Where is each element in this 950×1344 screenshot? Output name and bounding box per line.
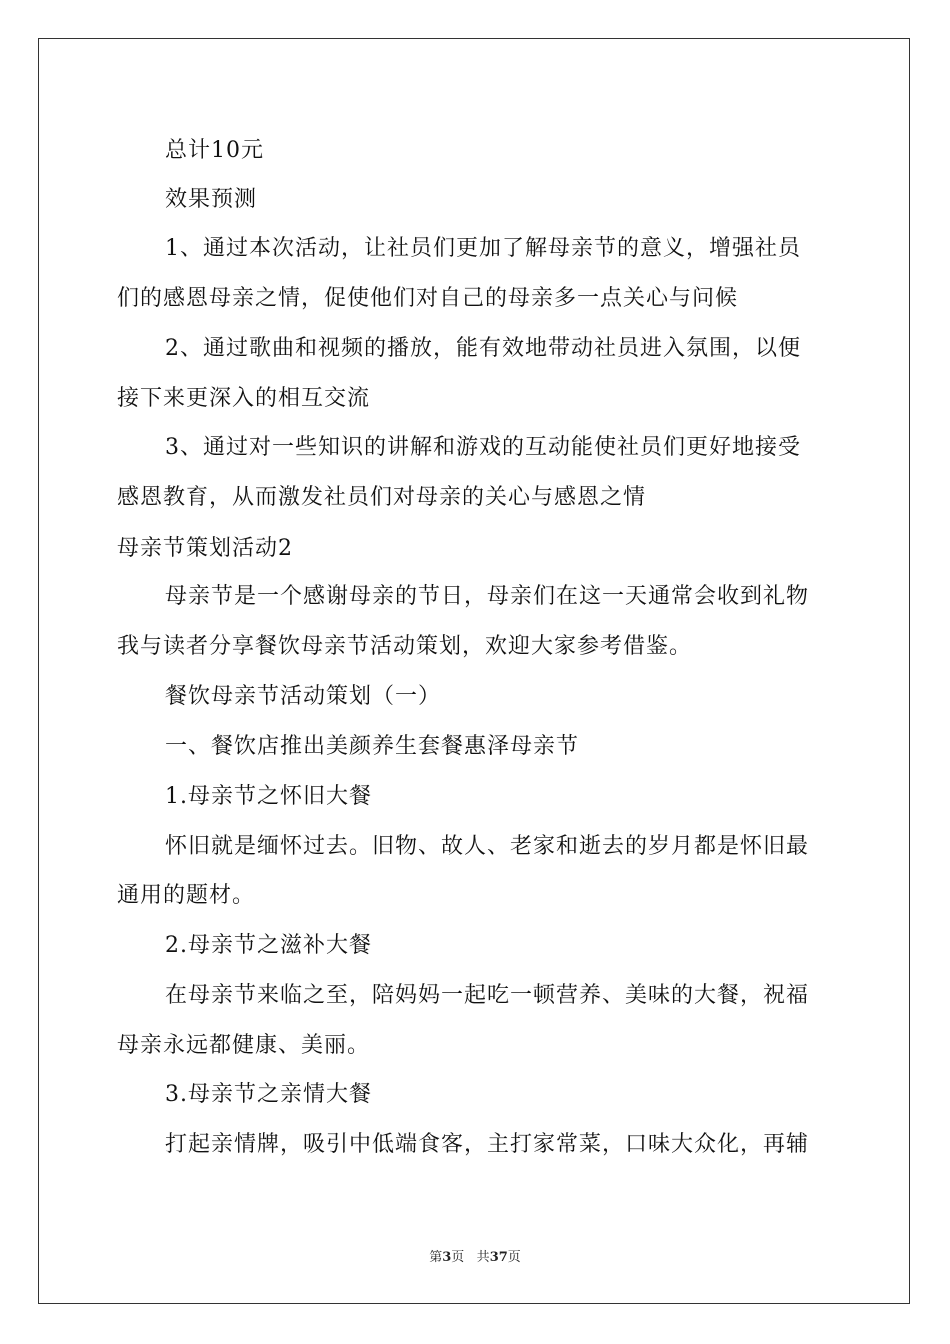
footer-total-suffix: 页: [507, 1250, 521, 1265]
paragraph-line: 2、通过歌曲和视频的播放，能有效地带动社员进入氛围，以便: [165, 336, 801, 361]
paragraph-line: 母亲永远都健康、美丽。: [117, 1033, 371, 1058]
section-heading: 效果预测: [165, 187, 258, 212]
footer-page-suffix: 页: [451, 1250, 465, 1265]
section-heading: 一、餐饮店推出美颜养生套餐惠泽母亲节: [165, 734, 580, 759]
paragraph-line: 1、通过本次活动，让社员们更加了解母亲节的意义，增强社员: [165, 236, 801, 261]
paragraph-line: 打起亲情牌，吸引中低端食客，主打家常菜，口味大众化，再辅: [165, 1132, 810, 1157]
subsection-heading: 3.母亲节之亲情大餐: [165, 1082, 372, 1107]
text-line: 总计10元: [165, 138, 264, 163]
paragraph-line: 们的感恩母亲之情，促使他们对自己的母亲多一点关心与问候: [117, 286, 739, 311]
paragraph-line: 3、通过对一些知识的讲解和游戏的互动能使社员们更好地接受: [165, 435, 801, 460]
page-number: 3: [442, 1250, 452, 1265]
paragraph-line: 怀旧就是缅怀过去。旧物、故人、老家和逝去的岁月都是怀旧最: [165, 834, 810, 859]
section-heading: 餐饮母亲节活动策划（一）: [165, 684, 442, 709]
paragraph-line: 我与读者分享餐饮母亲节活动策划，欢迎大家参考借鉴。: [117, 634, 693, 659]
subsection-heading: 1.母亲节之怀旧大餐: [165, 784, 372, 809]
paragraph-line: 在母亲节来临之至，陪妈妈一起吃一顿营养、美味的大餐，祝福: [165, 983, 810, 1008]
page-footer: [0, 1250, 950, 1266]
total-pages: 37: [489, 1250, 508, 1265]
footer-total-prefix: 共: [476, 1250, 490, 1265]
subsection-heading: 2.母亲节之滋补大餐: [165, 933, 372, 958]
page-frame: [38, 38, 910, 1304]
paragraph-line: 接下来更深入的相互交流: [117, 386, 371, 411]
paragraph-line: 母亲节是一个感谢母亲的节日，母亲们在这一天通常会收到礼物: [165, 584, 810, 609]
document-heading: 母亲节策划活动2: [117, 536, 293, 561]
paragraph-line: 感恩教育，从而激发社员们对母亲的关心与感恩之情: [117, 485, 647, 510]
footer-prefix: 第: [429, 1250, 443, 1265]
paragraph-line: 通用的题材。: [117, 883, 256, 908]
